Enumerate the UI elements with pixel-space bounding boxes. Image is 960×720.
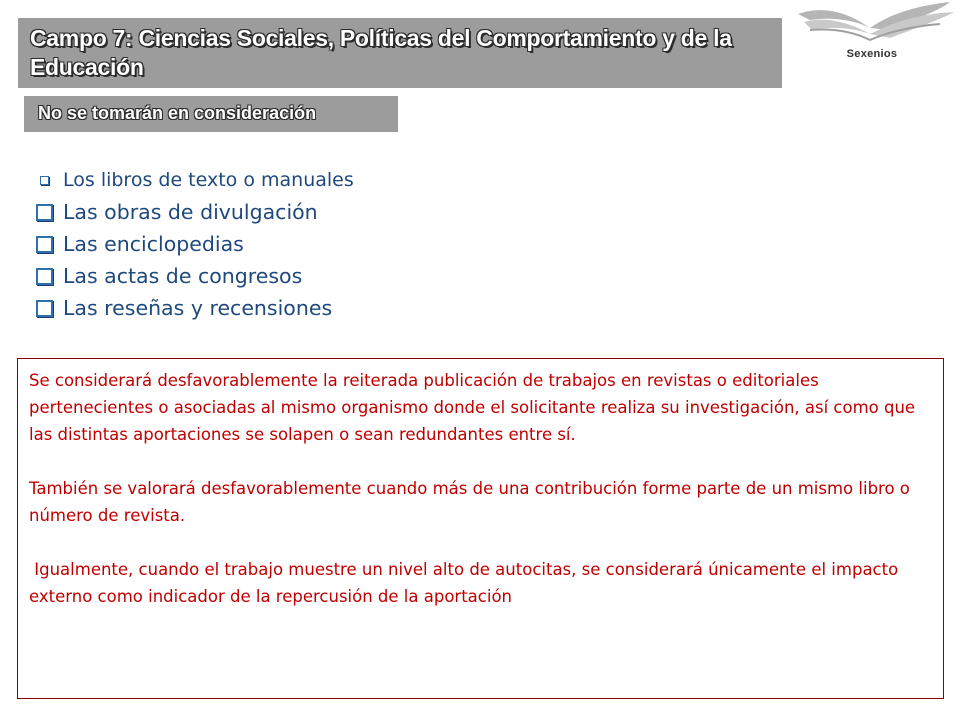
checkbox-bullet-icon xyxy=(40,176,49,185)
list-item xyxy=(36,292,354,324)
checkbox-bullet-icon xyxy=(36,204,53,221)
list-item xyxy=(36,164,354,196)
note-paragraph: Igualmente, cuando el trabajo muestre un nivel alto de autocitas, se considerará únicamente el impacto externo como indicador de la repercusión de la aportación xyxy=(29,560,904,606)
checkbox-bullet-icon xyxy=(36,300,53,317)
list-item-label: Las enciclopedias xyxy=(63,232,244,256)
logo xyxy=(790,0,960,70)
list-item-label: Las reseñas y recensiones xyxy=(63,296,333,320)
exclusion-list xyxy=(36,164,354,324)
title-banner xyxy=(18,18,782,88)
paragraph-spacer xyxy=(29,448,933,475)
paragraph-spacer xyxy=(29,529,933,556)
list-item xyxy=(36,196,354,228)
section-subtitle: No se tomarán en consideración xyxy=(38,103,317,123)
page-title: Campo 7: Ciencias Sociales, Políticas del Comportamiento y de la Educación xyxy=(30,25,732,80)
list-item xyxy=(36,228,354,260)
checkbox-bullet-icon xyxy=(36,236,53,253)
note-box xyxy=(17,358,944,699)
note-paragraph: Se considerará desfavorablemente la reiterada publicación de trabajos en revistas o editoriales pertenecientes o asociadas al mismo organismo donde el solicitante realiza su investigación, así como que las distintas aportaciones se solapen o sean redundantes entre sí. xyxy=(29,371,921,444)
logo-label: Sexenios xyxy=(846,48,898,60)
note-paragraph: También se valorará desfavorablemente cuando más de una contribución forme parte de un mismo libro o número de revista. xyxy=(29,479,916,525)
list-item-label: Los libros de texto o manuales xyxy=(63,169,354,191)
section-banner xyxy=(24,96,398,132)
checkbox-bullet-icon xyxy=(36,268,53,285)
list-item xyxy=(36,260,354,292)
list-item-label: Las obras de divulgación xyxy=(63,200,318,224)
list-item-label: Las actas de congresos xyxy=(63,264,303,288)
